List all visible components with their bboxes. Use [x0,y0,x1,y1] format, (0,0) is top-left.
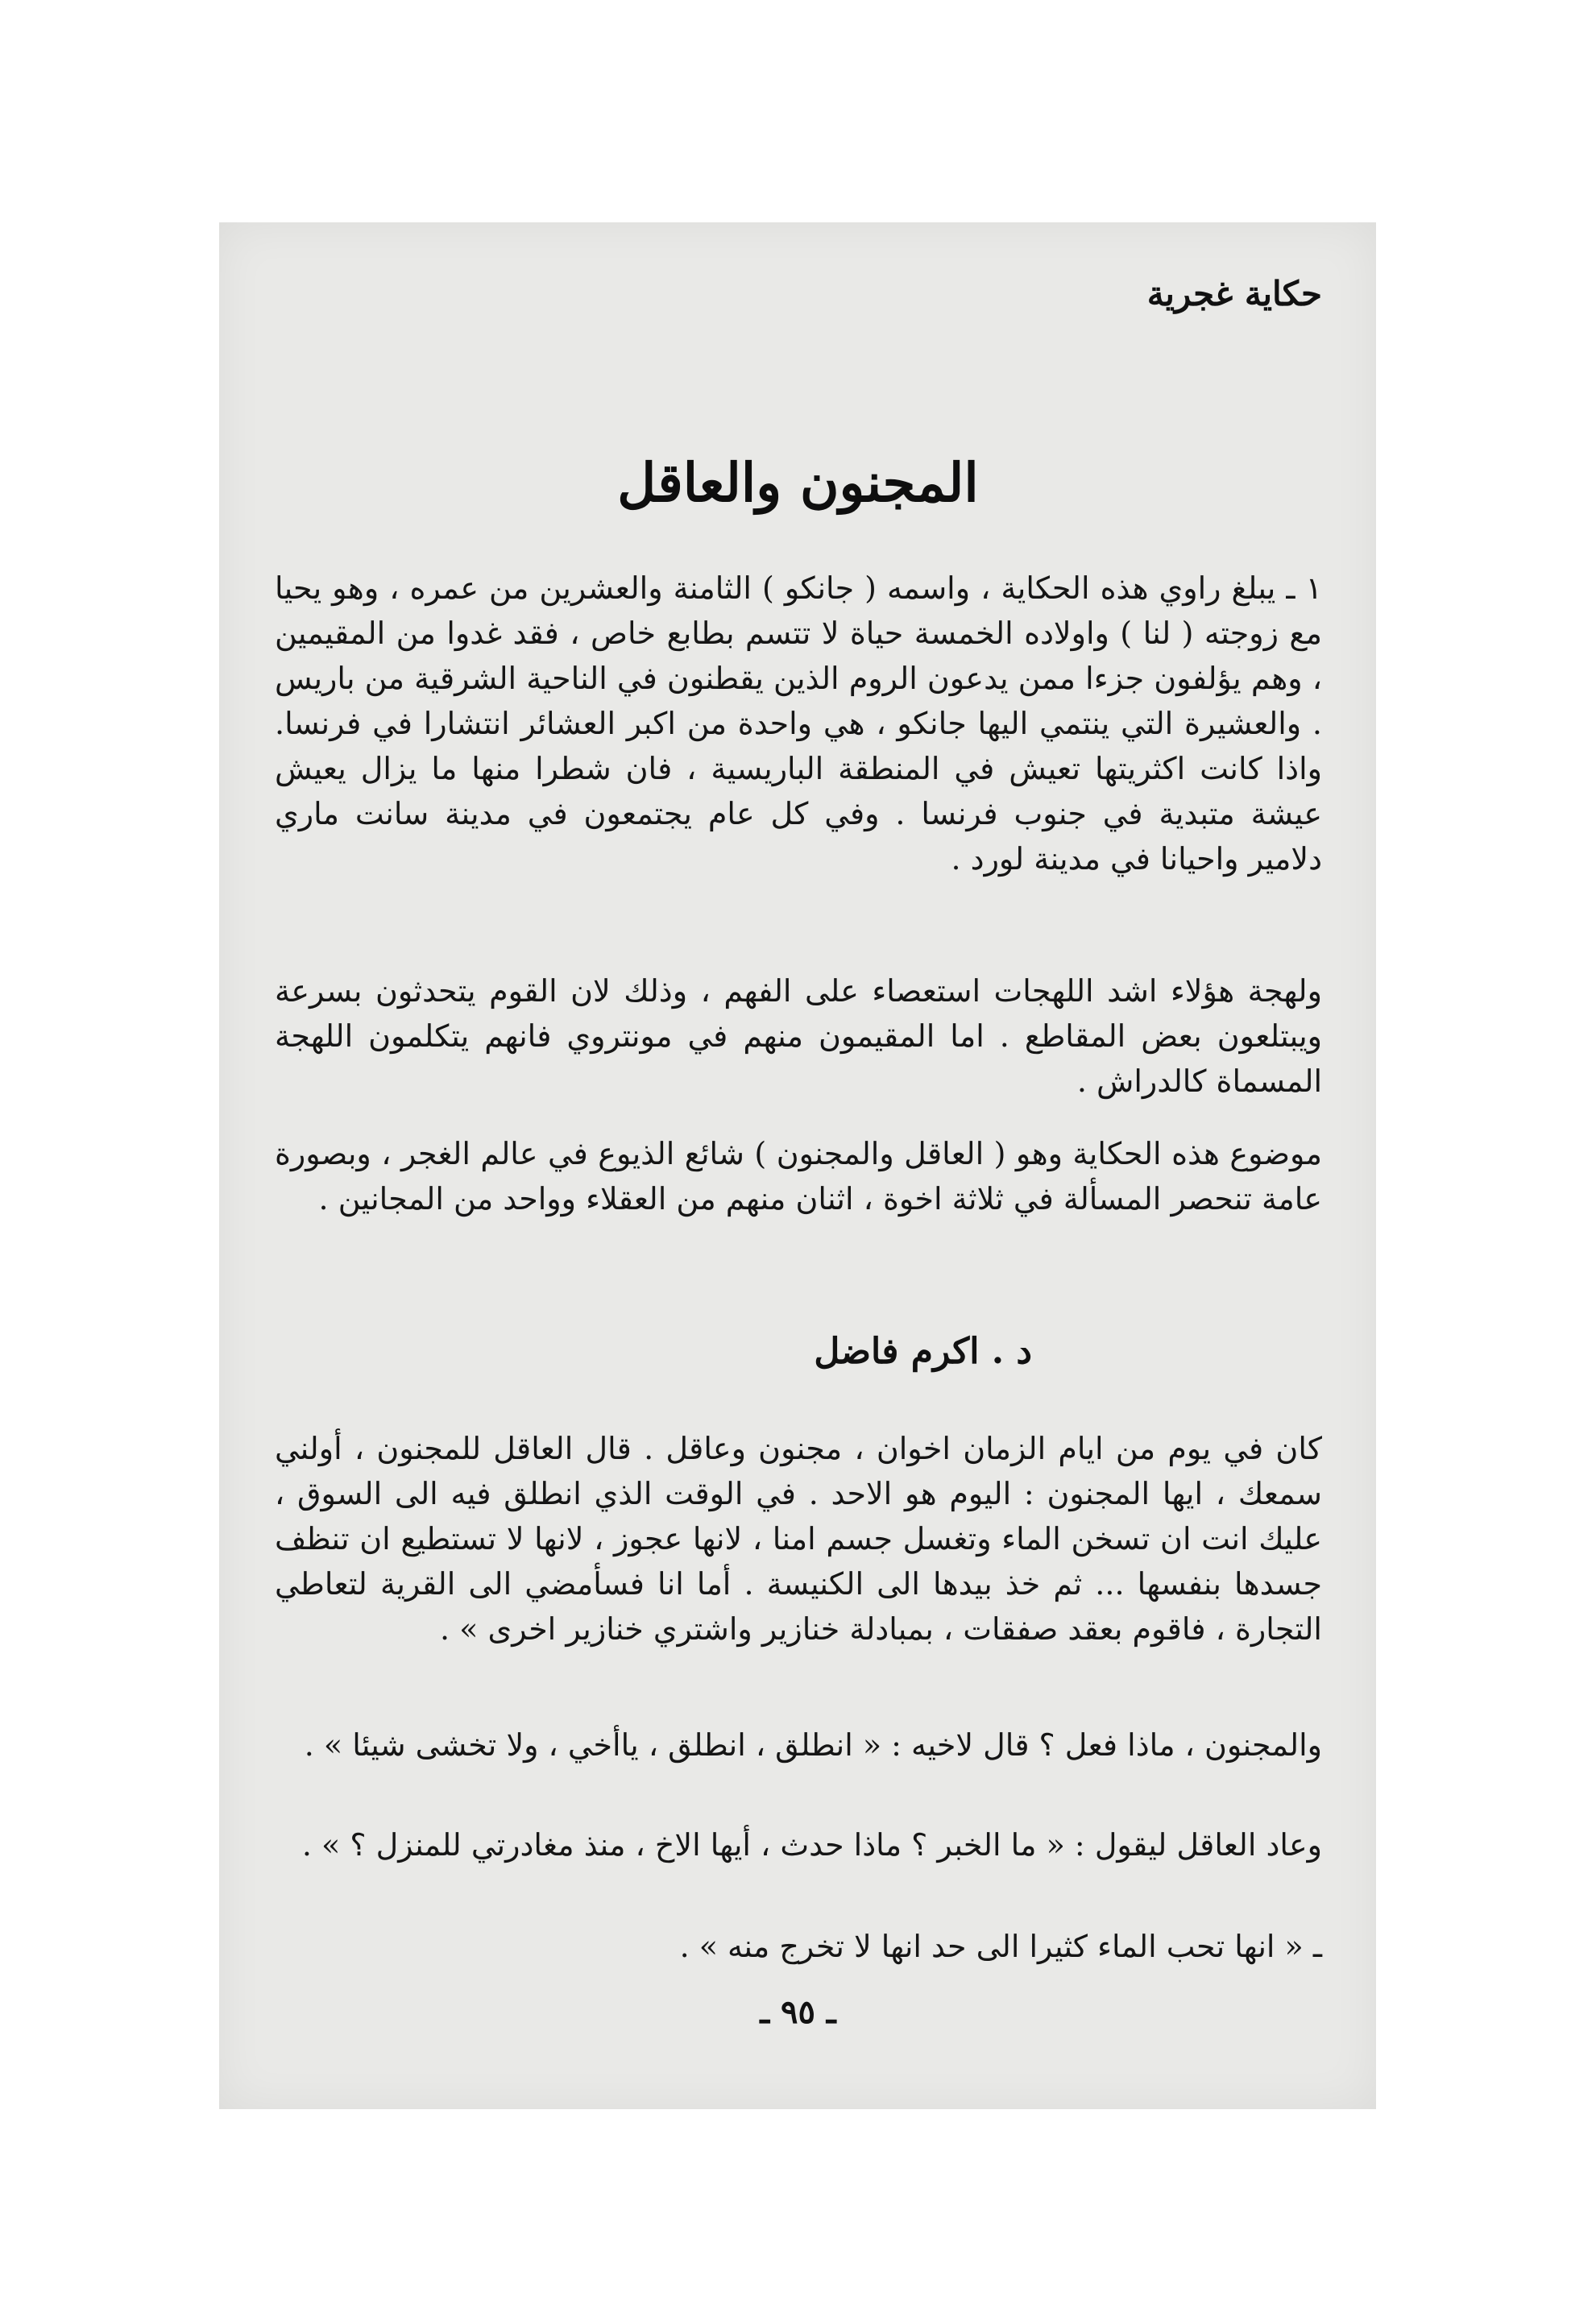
author-name: د . اكرم فاضل [814,1331,1032,1372]
intro-paragraph-2: ولهجة هؤلاء اشد اللهجات استعصاء على الفهم ، وذلك لان القوم يتحدثون بسرعة ويبتلعون بعض المقاطع . اما المقيمون منهم في مونتروي فانهم يتكلمون اللهجة المسماة كالدراش . [275,973,1322,1099]
section-label: حكاية غجرية [1146,274,1322,313]
story-paragraph-2: والمجنون ، ماذا فعل ؟ قال لاخيه : « انطلق ، انطلق ، ياأخي ، ولا تخشى شيئا » . [304,1727,1322,1763]
story-paragraph-4: ـ « انها تحب الماء كثيرا الى حد انها لا تخرج منه » . [679,1929,1322,1964]
intro-paragraph-1: ١ ـ يبلغ راوي هذه الحكاية ، واسمه ( جانكو ) الثامنة والعشرين من عمره ، وهو يحيا مع زوجته ( لنا ) واولاده الخمسة حياة لا تتسم بطابع خاص ، فقد غدوا من المقيمين ، وهم يؤلفون جزءا ممن يدعون الروم الذين يقطنون في الناحية الشرقية من باريس . والعشيرة التي ينتمي اليها جانكو ، هي واحدة من اكبر العشائر انتشارا في فرنسا. واذا كانت اكثريتها تعيش في المنطقة الباريسية ، فان شطرا منها ما يزال يعيش عيشة متبدية في جنوب فرنسا . وفي كل عام يجتمعون في مدينة سانت ماري دلامير واحيانا في مدينة لورد . [275,570,1322,877]
intro-paragraph-3: موضوع هذه الحكاية وهو ( العاقل والمجنون ) شائع الذيوع في عالم الغجر ، وبصورة عامة تنحصر المسألة في ثلاثة اخوة ، اثنان منهم من العقلاء وواحد من المجانين . [275,1136,1322,1217]
story-paragraph-3: وعاد العاقل ليقول : « ما الخبر ؟ ماذا حدث ، أيها الاخ ، منذ مغادرتي للمنزل ؟ » . [301,1827,1322,1863]
story-paragraph-1: كان في يوم من ايام الزمان اخوان ، مجنون وعاقل . قال العاقل للمجنون ، أولني سمعك ، ايها المجنون : اليوم هو الاحد . في الوقت الذي انطلق فيه الى السوق ، عليك انت ان تسخن الماء وتغسل جسم امنا ، لانها عجوز ، لانها لا تستطيع ان تنظف جسدها بنفسها ... ثم خذ بيدها الى الكنيسة . أما انا فسأمضي الى القرية لتعاطي التجارة ، فاقوم بعقد صفقات ، بمبادلة خنازير واشتري خنازير اخرى » . [275,1431,1322,1647]
page-number: ـ ٩٥ ـ [760,1993,836,2031]
article-title: المجنون والعاقل [617,451,979,514]
